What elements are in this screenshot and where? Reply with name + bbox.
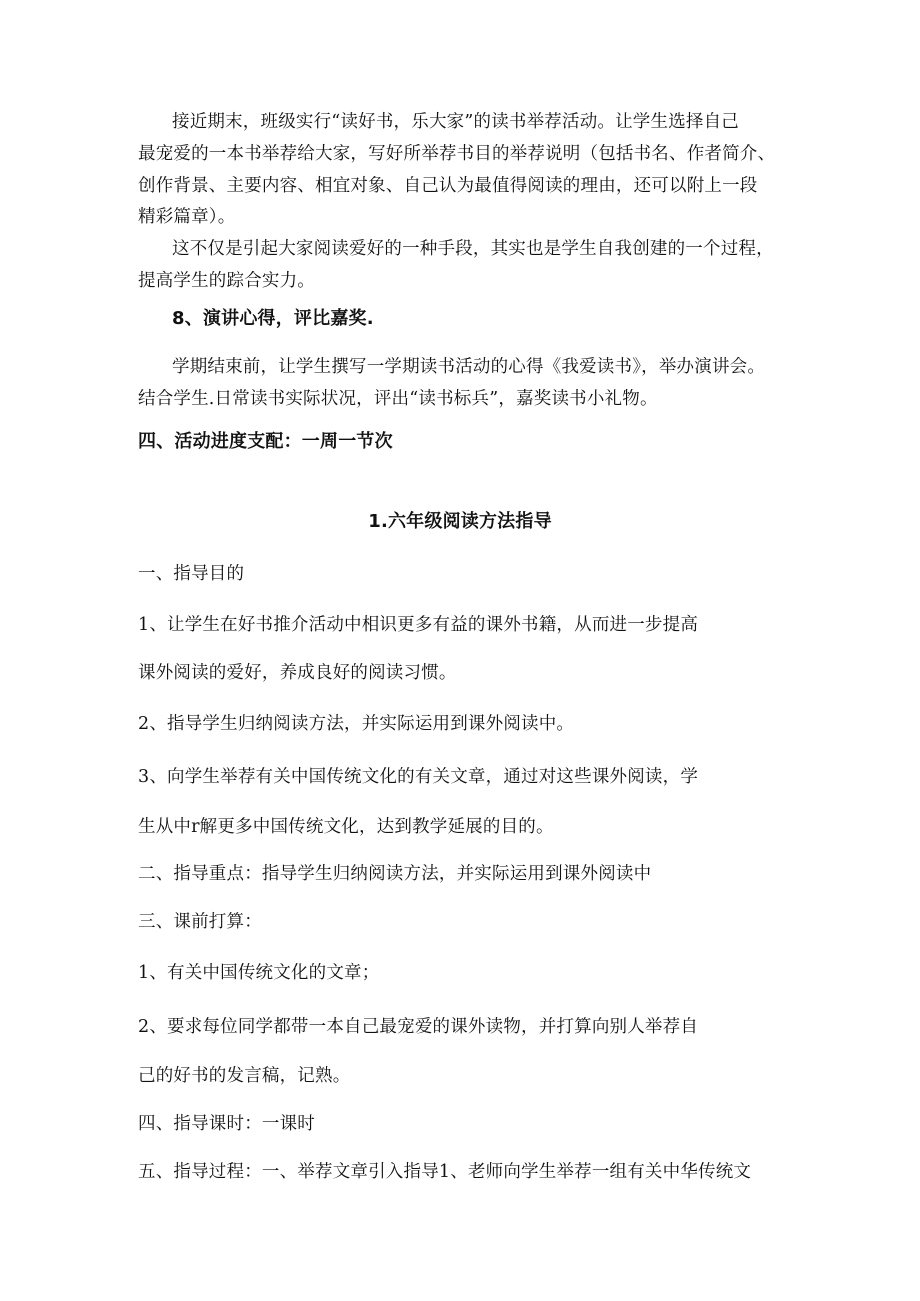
intro-line-3: 创作背景、主要内容、相宜对象、自己认为最值得阅读的理由，还可以附上一段 xyxy=(138,176,758,196)
intro2-line-1: 这不仅是引起大家阅读爱好的一种手段，其实也是学生自我创建的一个过程， xyxy=(172,239,774,259)
intro-line-4: 精彩篇章）。 xyxy=(138,207,236,227)
goal-3-line-1: 3、向学生举荐有关中国传统文化的有关文章，通过对这些课外阅读，学 xyxy=(138,767,699,787)
process-heading: 五、指导过程：一、举荐文章引入指导1、老师向学生举荐一组有关中华传统文 xyxy=(138,1162,752,1182)
goal-1-line-2: 课外阅读的爱好，养成良好的阅读习惯。 xyxy=(138,663,457,683)
prep-heading: 三、课前打算： xyxy=(138,912,262,932)
goal-1-line-1: 1、让学生在好书推介活动中相识更多有益的课外书籍，从而进一步提高 xyxy=(138,615,699,635)
focus-heading: 二、指导重点：指导学生归纳阅读方法，并实际运用到课外阅读中 xyxy=(138,864,652,884)
intro-line-2: 最宠爱的一本书举荐给大家，写好所举荐书目的举荐说明（包括书名、作者简介、 xyxy=(138,144,776,164)
intro-line-1: 接近期末，班级实行“读好书，乐大家”的读书举荐活动。让学生选择自己 xyxy=(172,112,739,132)
intro2-line-2: 提高学生的踪合实力。 xyxy=(138,271,315,291)
prep-1: 1、有关中国传统文化的文章； xyxy=(138,963,380,983)
section-4-heading: 四、活动进度支配：一周一节次 xyxy=(138,431,393,452)
goal-3-line-2: 生从中r解更多中国传统文化，达到教学延展的目的。 xyxy=(138,817,554,837)
section-8-heading: 8、演讲心得，评比嘉奖. xyxy=(172,308,374,329)
lesson-title: 1.六年级阅读方法指导 xyxy=(368,511,552,532)
section-8-body-line-1: 学期结束前，让学生撰写一学期读书活动的心得《我爱读书》，举办演讲会。 xyxy=(172,357,766,377)
section-8-body-line-2: 结合学生.日常读书实际状况，评出“读书标兵”，嘉奖读书小礼物。 xyxy=(138,389,658,409)
goal-2: 2、指导学生归纳阅读方法，并实际运用到课外阅读中。 xyxy=(138,714,575,734)
prep-2-line-1: 2、要求每位同学都带一本自己最宠爱的课外读物，并打算向别人举荐自 xyxy=(138,1017,699,1037)
prep-2-line-2: 己的好书的发言稿，记熟。 xyxy=(138,1066,351,1086)
hours-heading: 四、指导课时：一课时 xyxy=(138,1114,315,1134)
goal-heading: 一、指导目的 xyxy=(138,564,245,584)
